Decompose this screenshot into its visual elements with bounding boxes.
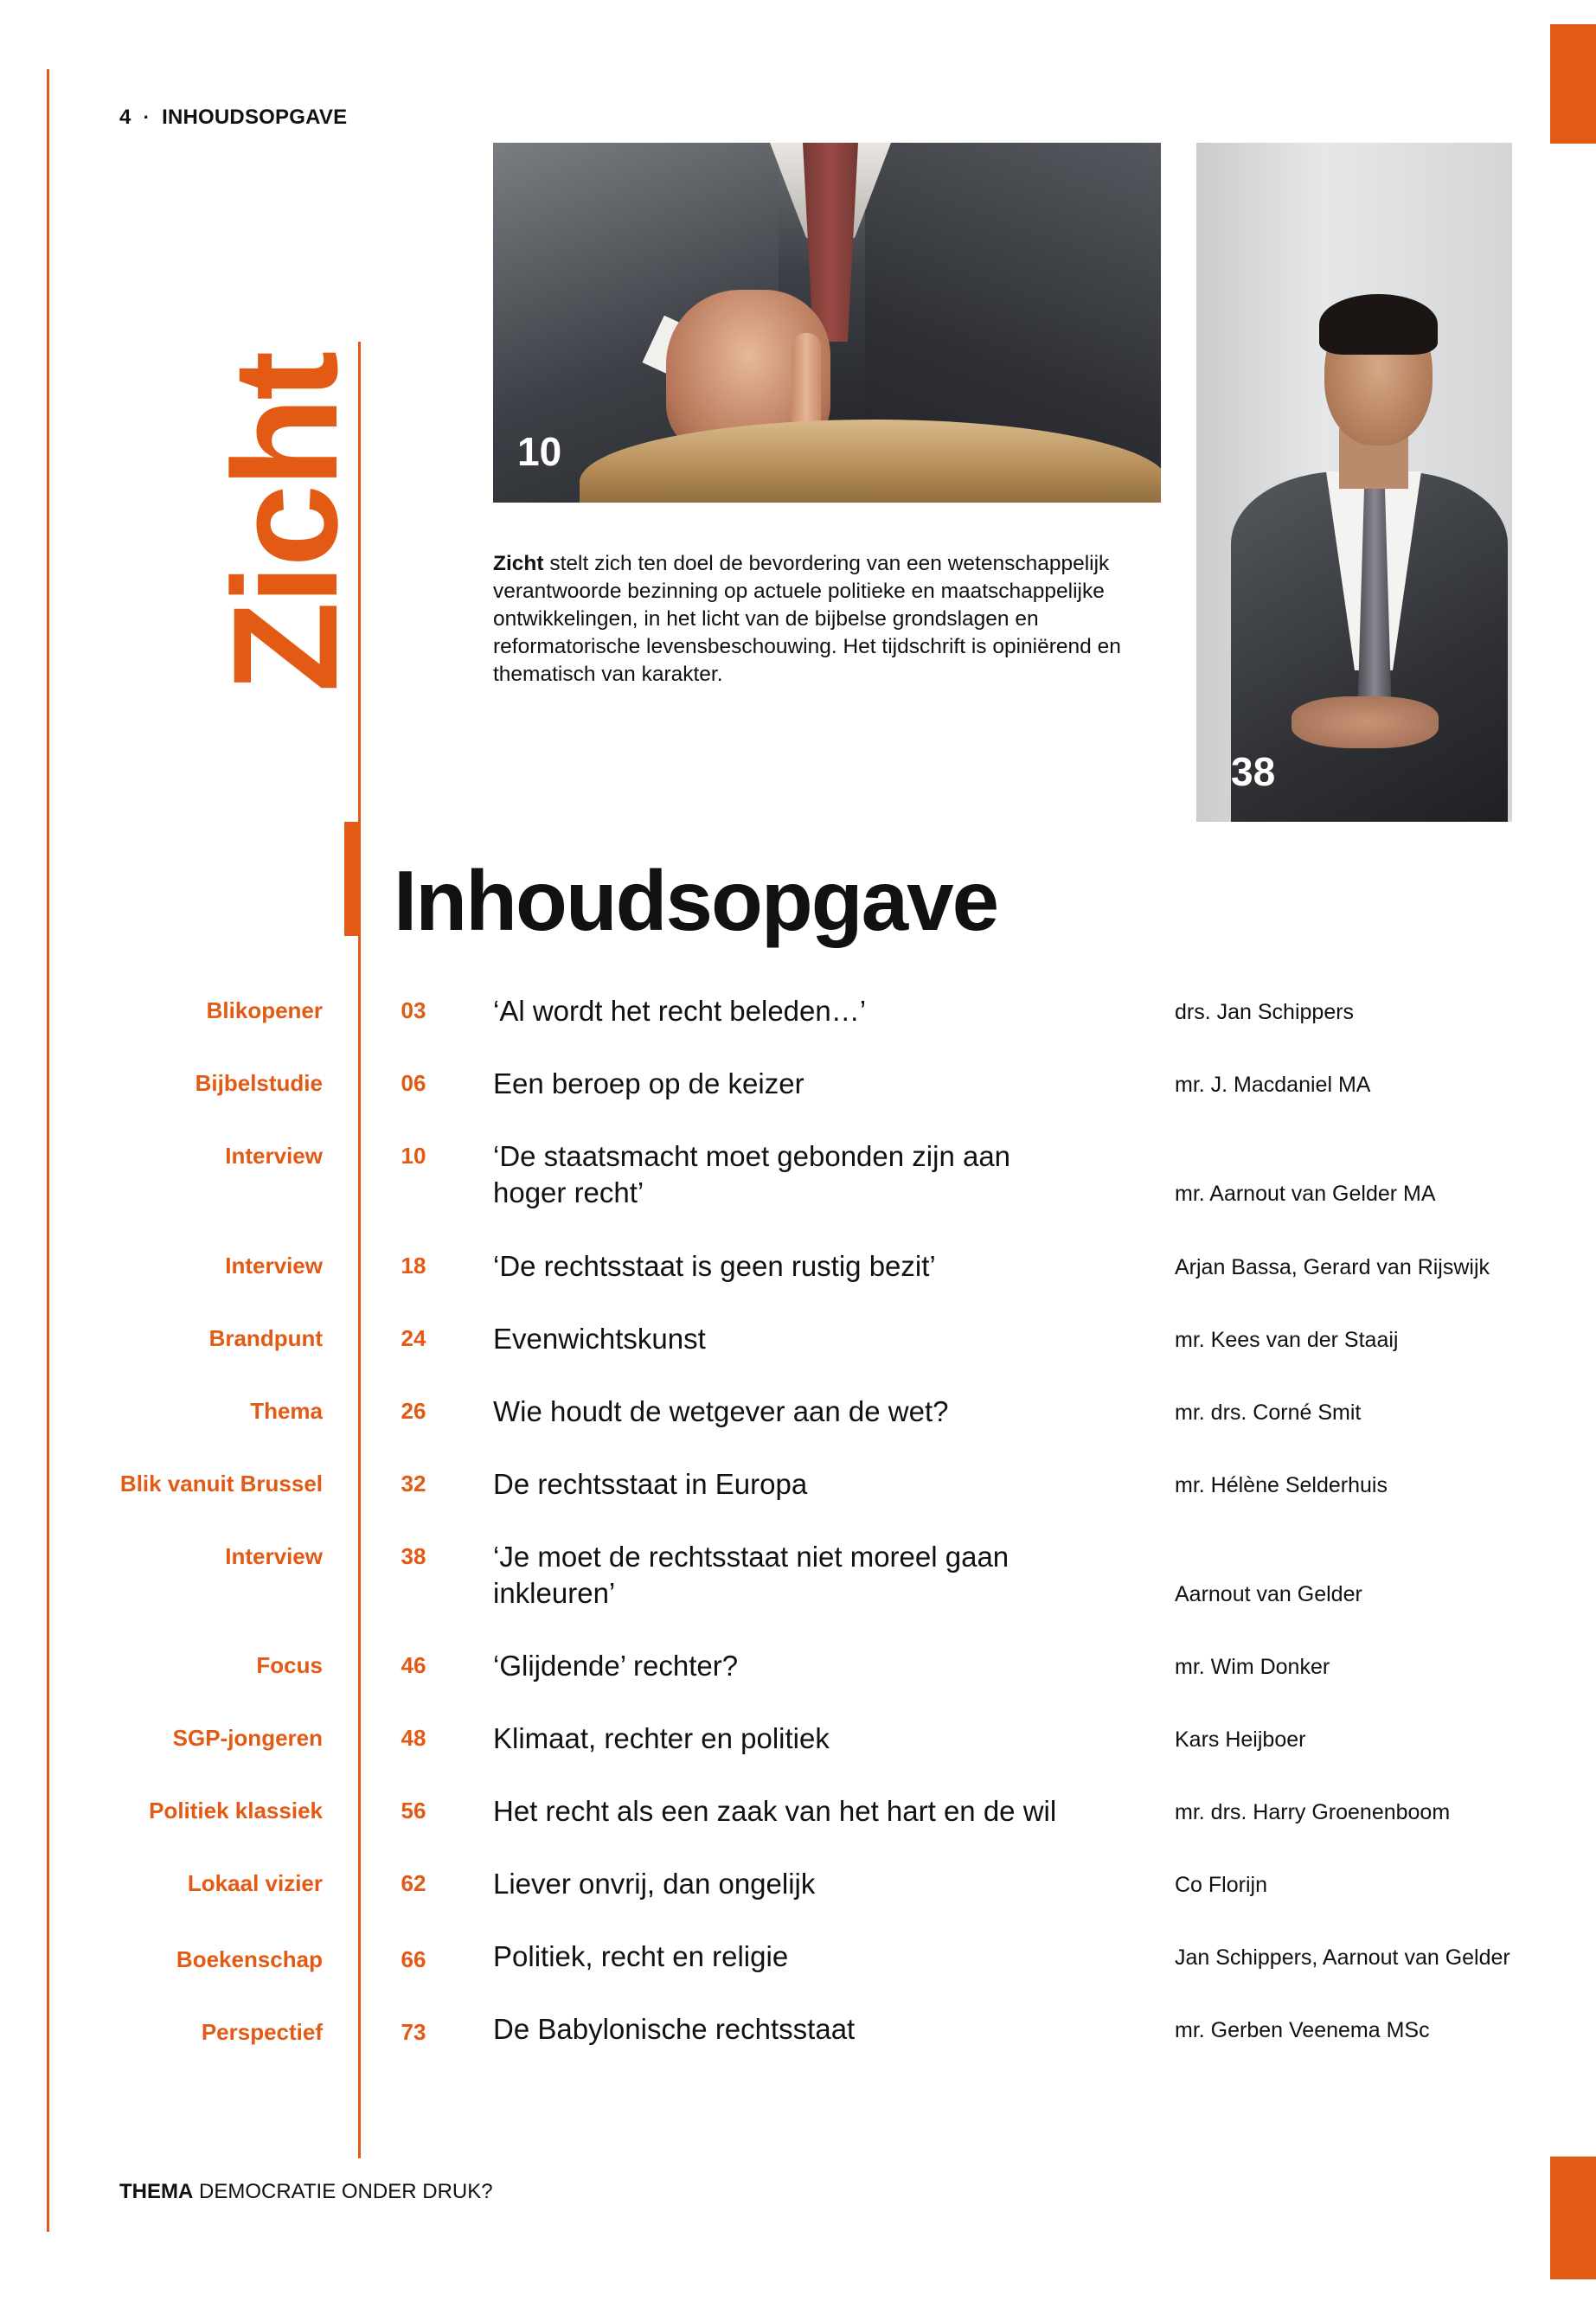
intro-bold: Zicht <box>493 552 544 575</box>
toc-title: De Babylonische rechtsstaat <box>493 2013 856 2045</box>
toc-title: ‘Al wordt het recht beleden…’ <box>493 995 867 1027</box>
toc-title: Een beroep op de keizer <box>493 1067 804 1099</box>
toc-category: Blikopener <box>206 997 323 1023</box>
toc-category: Interview <box>225 1253 323 1279</box>
toc-category: Perspectief <box>201 2019 323 2045</box>
toc-author: Aarnout van Gelder <box>1175 1582 1362 1606</box>
toc-page-number: 66 <box>401 1946 426 1972</box>
toc-title: De rechtsstaat in Europa <box>493 1468 808 1500</box>
toc-category: SGP-jongeren <box>172 1725 323 1751</box>
top-edge-tab <box>1550 24 1596 144</box>
photo-portrait <box>1196 143 1512 822</box>
page-footer <box>119 2180 493 2204</box>
toc-category: Interview <box>225 1143 323 1169</box>
section-label: INHOUDSOPGAVE <box>162 106 348 129</box>
toc-page-number: 06 <box>401 1070 426 1096</box>
photo-page-number: 10 <box>517 429 562 474</box>
toc-category: Boekenschap <box>176 1946 323 1972</box>
toc-page-number: 38 <box>401 1543 426 1569</box>
bottom-edge-tab <box>1550 2157 1596 2279</box>
toc-category: Lokaal vizier <box>187 1870 323 1896</box>
toc-title: Politiek, recht en religie <box>493 1940 789 1972</box>
toc-page-number: 62 <box>401 1870 426 1896</box>
toc-title: ‘De rechtsstaat is geen rustig bezit’ <box>493 1250 936 1282</box>
toc-title: ‘De staatsmacht moet gebonden zijn aan hoger recht’ <box>493 1140 1011 1208</box>
toc-title: ‘Je moet de rechtsstaat niet moreel gaan inkleuren’ <box>493 1541 1010 1609</box>
toc-category: Politiek klassiek <box>149 1798 323 1823</box>
toc-page-number: 56 <box>401 1798 426 1823</box>
toc-author: drs. Jan Schippers <box>1175 1000 1355 1024</box>
photo-page-number: 38 <box>1231 749 1276 794</box>
toc-title: Wie houdt de wetgever aan de wet? <box>493 1395 949 1427</box>
toc-page-number: 26 <box>401 1398 426 1424</box>
toc-author: mr. Wim Donker <box>1175 1655 1330 1679</box>
toc-category: Bijbelstudie <box>195 1070 323 1096</box>
toc-page-number: 73 <box>401 2019 426 2045</box>
toc-category: Focus <box>256 1652 323 1678</box>
page-number: 4 <box>119 106 131 129</box>
toc-title: ‘Glijdende’ rechter? <box>493 1650 739 1682</box>
intro-paragraph <box>493 550 1151 689</box>
left-accent-line <box>47 69 49 2232</box>
toc-author: mr. Hélène Selderhuis <box>1175 1473 1388 1497</box>
footer-theme-label: THEMA <box>119 2180 194 2203</box>
page-title: Inhoudsopgave <box>394 853 998 948</box>
photo-hand-on-bible <box>493 143 1161 503</box>
toc-page-number: 32 <box>401 1471 426 1497</box>
toc-category: Blik vanuit Brussel <box>119 1471 323 1497</box>
toc-author: mr. drs. Corné Smit <box>1175 1400 1362 1425</box>
toc-page-number: 03 <box>401 997 426 1023</box>
toc-page-number: 24 <box>401 1325 426 1351</box>
zicht-logo-text: Zicht <box>202 354 369 693</box>
toc-author: mr. drs. Harry Groenenboom <box>1175 1800 1451 1824</box>
toc-title: Liever onvrij, dan ongelijk <box>493 1868 816 1900</box>
separator-dot: · <box>143 106 151 128</box>
toc-author: mr. Gerben Veenema MSc <box>1175 2018 1430 2042</box>
toc-category: Thema <box>250 1398 323 1424</box>
toc-page-number: 46 <box>401 1652 426 1678</box>
footer-theme-title: DEMOCRATIE ONDER DRUK? <box>193 2180 493 2203</box>
toc-author: Kars Heijboer <box>1175 1727 1306 1752</box>
toc-category: Brandpunt <box>208 1325 323 1351</box>
title-accent-bar <box>344 822 360 936</box>
toc-title: Het recht als een zaak van het hart en de wil <box>493 1795 1057 1827</box>
toc-author: mr. Kees van der Staaij <box>1175 1328 1399 1352</box>
zicht-logo <box>202 346 369 701</box>
intro-text: stelt zich ten doel de bevordering van een wetenschappelijk verantwoorde bezinning op actuele politieke en maatschappelijke ontwikkelingen, in het licht van de bijbelse grondslagen en reformatorische levensbeschouwing. Het tijdschrift is opiniërend en thematisch van karakter. <box>493 552 1121 686</box>
toc-page-number: 18 <box>401 1253 426 1279</box>
toc-author: Jan Schippers, Aarnout van Gelder <box>1175 1945 1510 1970</box>
toc-category: Interview <box>225 1543 323 1569</box>
toc-title: Evenwichtskunst <box>493 1323 706 1355</box>
page-header <box>119 106 347 130</box>
toc-author: Co Florijn <box>1175 1873 1267 1897</box>
toc-page-number: 10 <box>401 1143 426 1169</box>
toc-author: Arjan Bassa, Gerard van Rijswijk <box>1175 1255 1490 1279</box>
toc-author: mr. Aarnout van Gelder MA <box>1175 1182 1436 1206</box>
toc-author: mr. J. Macdaniel MA <box>1175 1073 1371 1097</box>
toc-page-number: 48 <box>401 1725 426 1751</box>
toc-title: Klimaat, rechter en politiek <box>493 1722 830 1754</box>
